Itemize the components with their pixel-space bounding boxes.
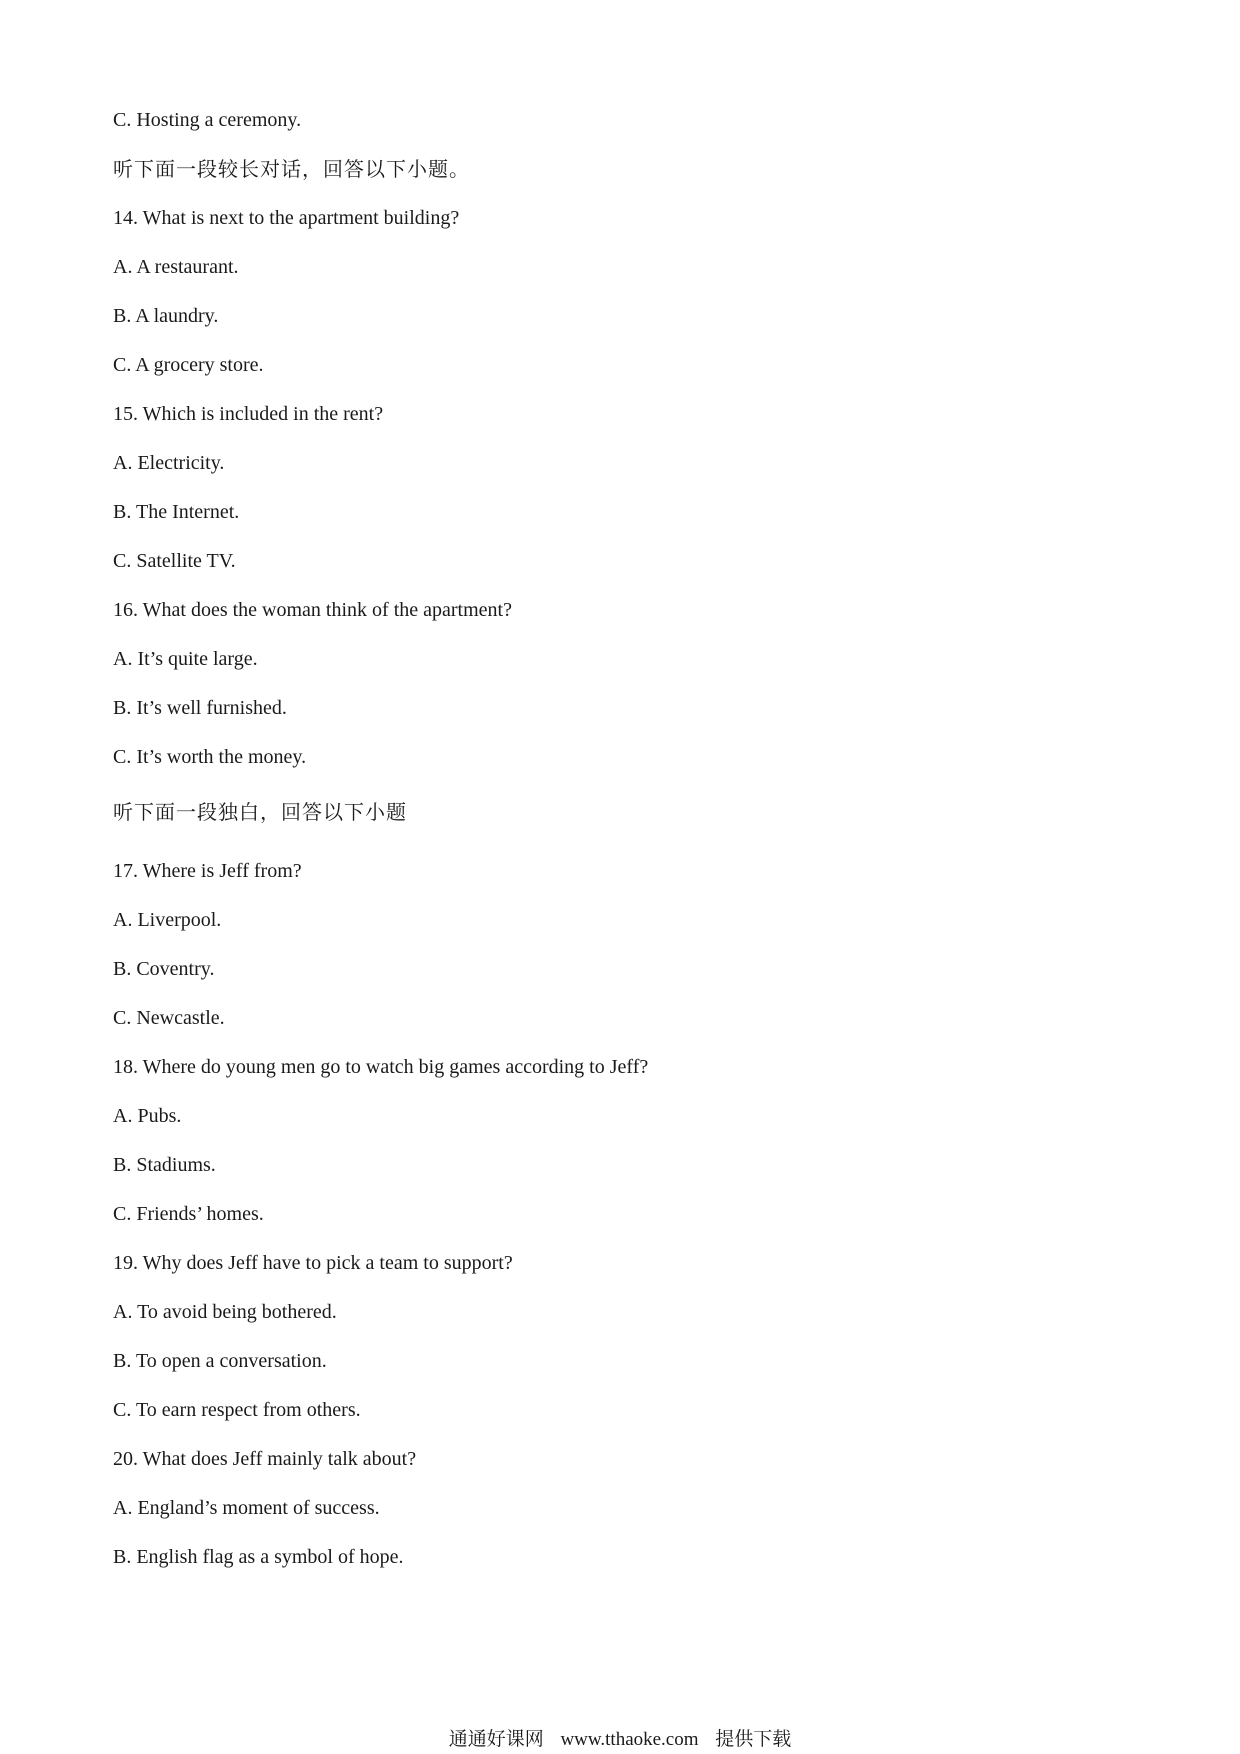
option-19a: A. To avoid being bothered. bbox=[113, 1301, 337, 1323]
question-14: 14. What is next to the apartment building? bbox=[113, 207, 460, 229]
option-16b: B. It’s well furnished. bbox=[113, 697, 287, 719]
option-18c: C. Friends’ homes. bbox=[113, 1203, 264, 1225]
page-footer bbox=[0, 1728, 1240, 1751]
question-16: 16. What does the woman think of the apartment? bbox=[113, 599, 512, 621]
option-14a: A. A restaurant. bbox=[113, 256, 239, 278]
option-18a: A. Pubs. bbox=[113, 1105, 182, 1127]
option-19c: C. To earn respect from others. bbox=[113, 1399, 361, 1421]
footer-site-name: 通通好课网 bbox=[448, 1728, 544, 1750]
option-13c: C. Hosting a ceremony. bbox=[113, 109, 302, 131]
question-20: 20. What does Jeff mainly talk about? bbox=[113, 1448, 417, 1470]
option-16a: A. It’s quite large. bbox=[113, 648, 258, 670]
option-20b: B. English flag as a symbol of hope. bbox=[113, 1546, 404, 1568]
footer-note: 提供下载 bbox=[715, 1728, 792, 1750]
option-14c: C. A grocery store. bbox=[113, 354, 264, 376]
section-instruction-dialogue: 听下面一段较长对话，回答以下小题。 bbox=[113, 157, 470, 181]
section-instruction-monologue: 听下面一段独白，回答以下小题 bbox=[113, 800, 407, 824]
question-19: 19. Why does Jeff have to pick a team to support? bbox=[113, 1252, 513, 1274]
option-17c: C. Newcastle. bbox=[113, 1007, 225, 1029]
footer-url[interactable]: www.tthaoke.com bbox=[560, 1729, 699, 1750]
option-15b: B. The Internet. bbox=[113, 501, 240, 523]
option-18b: B. Stadiums. bbox=[113, 1154, 216, 1176]
question-15: 15. Which is included in the rent? bbox=[113, 403, 384, 425]
question-18: 18. Where do young men go to watch big games according to Jeff? bbox=[113, 1056, 649, 1078]
option-20a: A. England’s moment of success. bbox=[113, 1497, 380, 1519]
option-16c: C. It’s worth the money. bbox=[113, 746, 307, 768]
option-17b: B. Coventry. bbox=[113, 958, 215, 980]
option-15c: C. Satellite TV. bbox=[113, 550, 236, 572]
option-14b: B. A laundry. bbox=[113, 305, 219, 327]
option-17a: A. Liverpool. bbox=[113, 909, 222, 931]
question-17: 17. Where is Jeff from? bbox=[113, 860, 302, 882]
option-15a: A. Electricity. bbox=[113, 452, 225, 474]
option-19b: B. To open a conversation. bbox=[113, 1350, 327, 1372]
